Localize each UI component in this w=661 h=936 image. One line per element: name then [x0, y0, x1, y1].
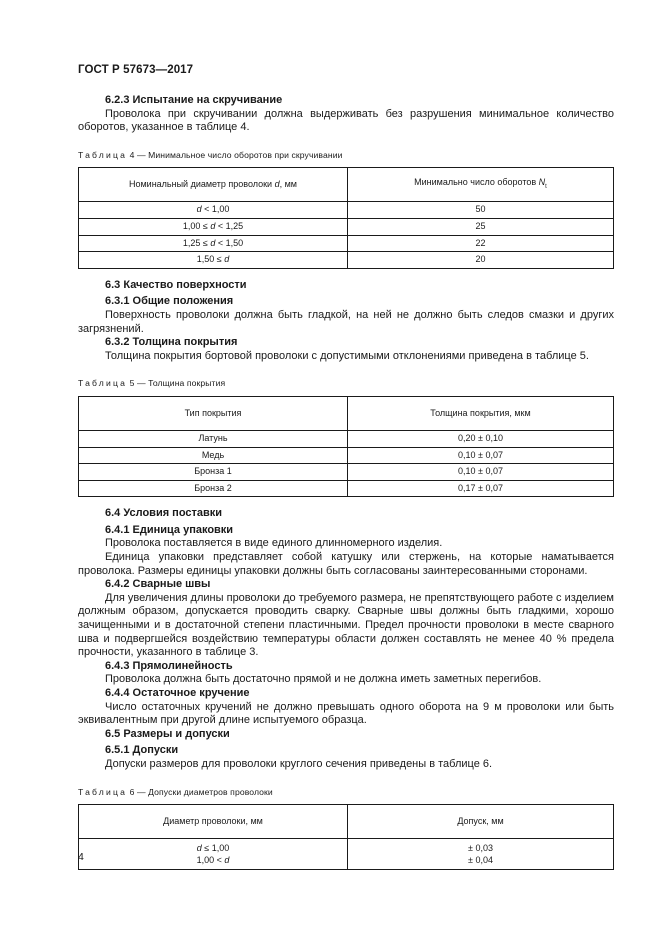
table-5-head-type: Тип покрытия: [79, 396, 348, 430]
table-cell: 0,10 ± 0,07: [348, 447, 614, 464]
table-cell: d < 1,00: [79, 202, 348, 219]
table-header-row: [79, 168, 614, 202]
table-cell: 50: [348, 202, 614, 219]
table-row: [79, 235, 614, 252]
heading-6-4-3: 6.4.3 Прямолинейность: [105, 659, 233, 672]
table-cell: 0,20 ± 0,10: [348, 430, 614, 447]
table-4-head-diameter: Номинальный диаметр проволоки d, мм: [79, 168, 348, 202]
table-6-head-tolerance: Допуск, мм: [348, 805, 614, 839]
heading-6-5-1: 6.5.1 Допуски: [105, 744, 179, 757]
heading-6-4-1: 6.4.1 Единица упаковки: [105, 523, 234, 536]
table-4-caption: [78, 149, 614, 163]
table-4-head-turns: Минимально число оборотов $N_t$: [348, 168, 614, 202]
table-row: [79, 430, 614, 447]
table-cell: Бронза 1: [79, 464, 348, 481]
para-6-4-1b: Единица упаковки представляет собой катушку или стержень, на которые наматывается проволока. Размеры единицы упаковки должны быть согласованы заинтересованными сторонами.: [78, 551, 614, 577]
heading-6-3-2: 6.3.2 Толщина покрытия: [105, 336, 238, 349]
heading-6-3-1: 6.3.1 Общие положения: [105, 295, 234, 308]
para-6-3-2: Толщина покрытия бортовой проволоки с допустимыми отклонениями приведена в таблице 5.: [105, 349, 589, 362]
table-cell: ± 0,03 ± 0,04: [348, 839, 614, 870]
table-5-caption: [78, 377, 614, 391]
table-4: [78, 167, 614, 268]
table-row: [79, 218, 614, 235]
table-row: [79, 447, 614, 464]
heading-6-2-3: 6.2.3 Испытание на скручивание: [105, 94, 283, 106]
page-number: 4: [78, 851, 84, 863]
caption-word: Таблица: [78, 149, 128, 160]
table-6: [78, 804, 614, 870]
heading-6-3: 6.3 Качество поверхности: [105, 278, 247, 291]
table-6-caption: [78, 786, 614, 800]
table-row: [79, 202, 614, 219]
table-header-row: [79, 805, 614, 839]
caption-word: Таблица: [78, 786, 128, 797]
table-5: [78, 396, 614, 497]
table-cell: 22: [348, 235, 614, 252]
heading-6-4-2: 6.4.2 Сварные швы: [105, 578, 211, 591]
para-6-3-1: Поверхность проволоки должна быть гладкой, на ней не должно быть следов смазки и других загрязнений.: [78, 308, 614, 335]
para-6-4-4: Число остаточных кручений не должно превышать одного оборота на 9 м проволоки или быть эквивалентным при другой длине испытуемого образца.: [78, 700, 614, 727]
para-6-2-3: Проволока при скручивании должна выдерживать без разрушения минимальное количество оборотов, указанное в таблице 4.: [78, 107, 614, 134]
table-cell: d ≤ 1,00 1,00 < d: [79, 839, 348, 870]
heading-6-5: 6.5 Размеры и допуски: [105, 727, 230, 740]
table-row: [79, 480, 614, 497]
table-cell: Медь: [79, 447, 348, 464]
caption-word: Таблица: [78, 378, 128, 389]
caption-text: 6 — Допуски диаметров проволоки: [127, 786, 273, 797]
heading-6-4-4: 6.4.4 Остаточное кручение: [105, 687, 250, 699]
para-6-4-2: Для увеличения длины проволоки до требуемого размера, не препятствующего работе с изделием должным образом, допускается проводить сварку. Сварные швы должны быть гладкими, хорошо зачищенными и в достаточной степени пластичными. Предел прочности проволоки в месте сварного шва и подвергшейся воздействию температуры области должен составлять не менее 40 % предела прочности, указанного в таблице 3.: [78, 591, 614, 659]
table-cell: 1,50 ≤ d: [79, 252, 348, 269]
table-cell: 0,17 ± 0,07: [348, 480, 614, 497]
table-6-head-diameter: Диаметр проволоки, мм: [79, 805, 348, 839]
table-row: [79, 252, 614, 269]
table-cell: Латунь: [79, 430, 348, 447]
heading-6-4: 6.4 Условия поставки: [105, 507, 223, 520]
table-5-head-thickness: Толщина покрытия, мкм: [348, 396, 614, 430]
table-row: [79, 464, 614, 481]
table-row: [79, 839, 614, 870]
document-header: ГОСТ Р 57673—2017: [78, 64, 194, 76]
para-6-5-1: Допуски размеров для проволоки круглого сечения приведены в таблице 6.: [105, 757, 493, 770]
para-6-4-1a: Проволока поставляется в виде единого длинномерного изделия.: [105, 537, 443, 550]
table-cell: 25: [348, 218, 614, 235]
caption-text: 5 — Толщина покрытия: [127, 378, 226, 389]
document-body: [78, 94, 614, 870]
table-cell: 1,00 ≤ d < 1,25: [79, 218, 348, 235]
table-cell: Бронза 2: [79, 480, 348, 497]
table-header-row: [79, 396, 614, 430]
caption-text: 4 — Минимальное число оборотов при скручивании: [127, 149, 343, 160]
table-cell: 20: [348, 252, 614, 269]
table-cell: 1,25 ≤ d < 1,50: [79, 235, 348, 252]
para-6-4-3: Проволока должна быть достаточно прямой и не должна иметь заметных перегибов.: [105, 673, 542, 686]
table-cell: 0,10 ± 0,07: [348, 464, 614, 481]
